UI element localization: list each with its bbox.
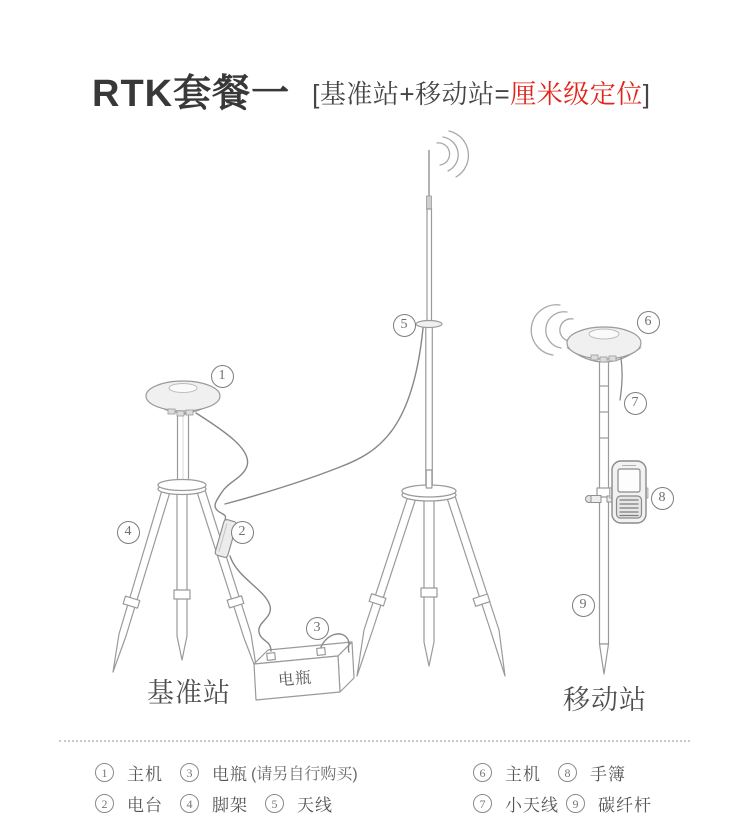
tripod-leg <box>357 496 416 676</box>
legend-row <box>95 757 375 788</box>
legend-label: 电瓶 <box>212 765 248 784</box>
controller-keypad <box>617 496 642 518</box>
callout-1-main-unit: 1 <box>211 365 234 388</box>
page-title: RTK套餐一 <box>92 73 291 115</box>
legend-label: 脚架 <box>212 796 248 815</box>
connector-nub <box>591 355 598 360</box>
handheld-controller-illustration <box>610 461 649 523</box>
legend-item-battery <box>180 760 358 785</box>
legend-column-base-station <box>95 757 375 819</box>
diagram-canvas <box>0 130 750 730</box>
legend-num-circle: 5 <box>265 794 284 813</box>
battery-label: 电瓶 <box>277 669 313 690</box>
legend-num-circle: 3 <box>180 763 199 782</box>
subtitle-prefix: [基准站+移动站= <box>312 78 511 109</box>
callout-3-battery: 3 <box>306 617 329 640</box>
callout-7-small-antenna: 7 <box>624 392 647 415</box>
tripod-head-top <box>158 480 206 491</box>
legend-label: 小天线 <box>505 796 559 815</box>
page-subtitle <box>312 69 650 111</box>
antenna-collar <box>416 321 442 328</box>
parts-legend <box>59 740 690 815</box>
callout-5-antenna: 5 <box>393 314 416 337</box>
receiver-top-port <box>589 329 619 339</box>
antenna-ferrule <box>427 196 432 209</box>
legend-item-controller <box>558 760 626 785</box>
battery-terminal <box>267 653 276 661</box>
legend-item-small-antenna <box>473 791 559 816</box>
callout-6-main-unit: 6 <box>637 311 660 334</box>
connector-nub <box>186 410 193 415</box>
legend-item-radio <box>95 791 163 816</box>
connector-nub <box>609 356 616 361</box>
callout-8-controller: 8 <box>651 487 674 510</box>
legend-num-circle: 1 <box>95 763 114 782</box>
legend-item-main-unit <box>95 760 163 785</box>
legend-row <box>473 788 669 819</box>
legend-num-circle: 6 <box>473 763 492 782</box>
legend-label: 主机 <box>505 765 541 784</box>
battery-terminal <box>317 648 326 656</box>
legend-note: (请另自行购买) <box>251 766 358 783</box>
legend-label: 主机 <box>127 765 163 784</box>
radio-wave-icon <box>437 131 468 177</box>
legend-row <box>95 788 375 819</box>
radio-to-antenna-cable <box>225 328 423 504</box>
legend-label: 碳纤杆 <box>598 796 652 815</box>
rover-station-label: 移动站 <box>563 685 647 715</box>
legend-num-circle: 9 <box>566 794 585 813</box>
legend-num-circle: 4 <box>180 794 199 813</box>
legend-num-circle: 8 <box>558 763 577 782</box>
legend-item-carbon-pole <box>566 791 652 816</box>
leg-clamp <box>174 590 190 599</box>
leg-clamp <box>421 588 437 597</box>
legend-label: 手簿 <box>590 765 626 784</box>
legend-label: 天线 <box>297 796 333 815</box>
antenna-upper-pole <box>427 209 432 322</box>
legend-item-tripod <box>180 791 248 816</box>
tripod-leg <box>113 490 170 672</box>
legend-row <box>473 757 669 788</box>
tripod-leg <box>424 498 434 666</box>
tripod-leg <box>177 492 187 660</box>
small-antenna <box>620 358 622 400</box>
legend-num-circle: 2 <box>95 794 114 813</box>
controller-screen <box>618 469 640 492</box>
base-station-label: 基准站 <box>147 678 231 708</box>
connector-nub <box>168 409 175 414</box>
antenna-lower-pole <box>426 327 433 488</box>
legend-label: 电台 <box>127 796 163 815</box>
callout-2-radio: 2 <box>231 521 254 544</box>
legend-item-main-unit <box>473 760 541 785</box>
pole-tip <box>600 644 609 674</box>
rover-station-illustration <box>531 305 648 674</box>
receiver-top-port <box>169 384 197 393</box>
connector-nub <box>600 357 607 362</box>
page-header <box>92 62 650 117</box>
connector-nub <box>177 411 184 416</box>
legend-num-circle: 7 <box>473 794 492 813</box>
callout-9-carbon-pole: 9 <box>572 594 595 617</box>
subtitle-highlight: 厘米级定位 <box>510 78 643 109</box>
rtk-setup-diagram <box>0 130 750 730</box>
subtitle-suffix: ] <box>642 78 651 109</box>
pole-through-head <box>426 470 432 488</box>
legend-column-rover-station <box>473 757 669 819</box>
callout-4-tripod: 4 <box>117 521 140 544</box>
tripod-leg <box>447 496 505 676</box>
legend-item-antenna <box>265 791 333 816</box>
antenna-station-illustration <box>357 131 505 676</box>
pole-clamp <box>591 496 601 503</box>
